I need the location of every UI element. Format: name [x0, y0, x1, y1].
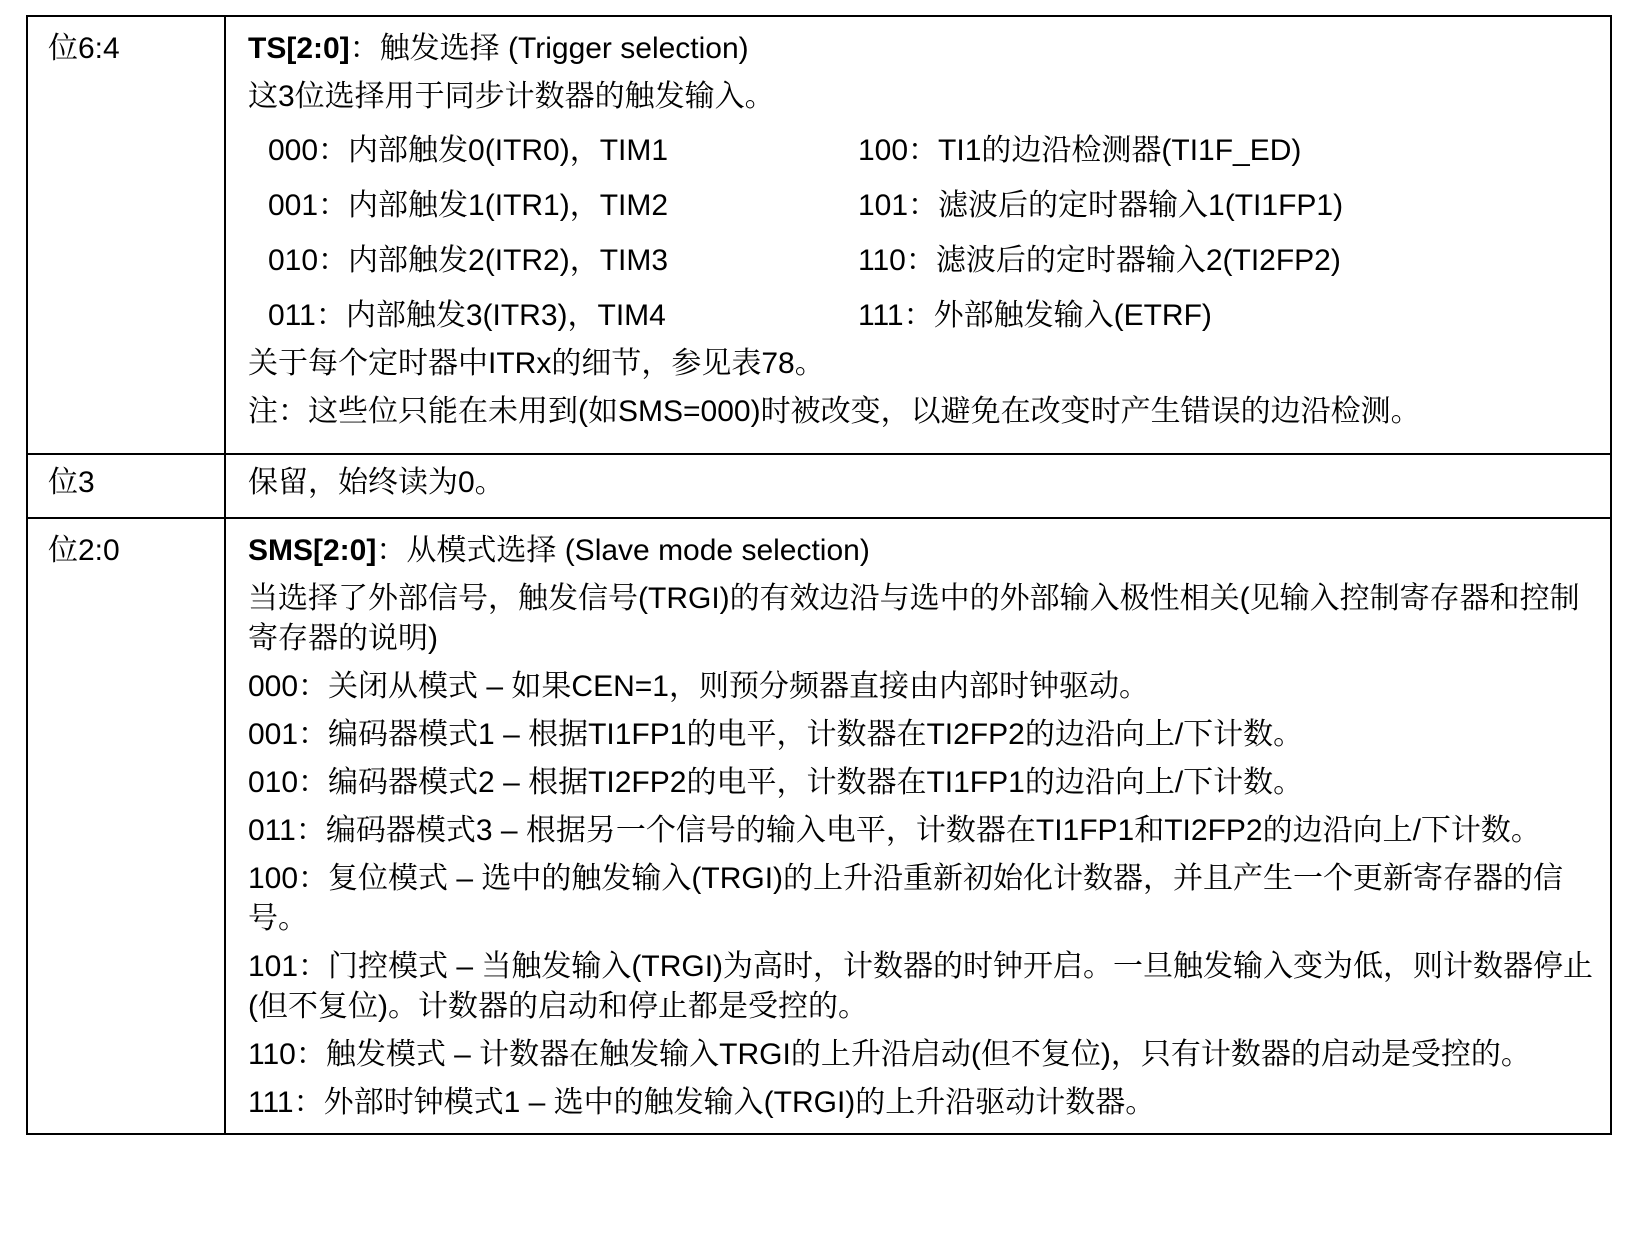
list-item: 010：编码器模式2 – 根据TI2FP2的电平，计数器在TI1FP1的边沿向上/下计数。 — [248, 766, 1304, 799]
field-title-text: 从模式选择 (Slave mode selection) — [406, 534, 870, 567]
table-row — [27, 454, 1611, 518]
list-item: 101：滤波后的定时器输入1(TI1FP1) — [858, 189, 1344, 222]
list-item: 001：编码器模式1 – 根据TI1FP1的电平，计数器在TI2FP2的边沿向上/下计数。 — [248, 718, 1304, 751]
list-item: 000：关闭从模式 – 如果CEN=1，则预分频器直接由内部时钟驱动。 — [248, 670, 1149, 703]
list-item: 011：编码器模式3 – 根据另一个信号的输入电平，计数器在TI1FP1和TI2FP2的边沿向上/下计数。 — [248, 814, 1541, 847]
list-item: 111：外部触发输入(ETRF) — [858, 299, 1212, 332]
description-cell: 保留，始终读为0。 — [225, 454, 1611, 518]
bit-range-cell: 位6:4 — [27, 16, 225, 454]
field-name: TS[2:0] — [248, 32, 350, 65]
field-intro: 这3位选择用于同步计数器的触发输入。 — [248, 80, 775, 113]
field-title — [248, 29, 1594, 69]
list-item: 001：内部触发1(ITR1)，TIM2 — [268, 189, 669, 222]
description-cell — [225, 16, 1611, 454]
bit-range-cell: 位3 — [27, 454, 225, 518]
table-row — [27, 518, 1611, 1134]
list-item: 100：复位模式 – 选中的触发输入(TRGI)的上升沿重新初始化计数器，并且产生一个更新寄存器的信号。 — [248, 862, 1564, 935]
list-item: 100：TI1的边沿检测器(TI1F_ED) — [858, 134, 1302, 167]
register-bit-table — [26, 15, 1612, 1135]
field-intro: 当选择了外部信号，触发信号(TRGI)的有效边沿与选中的外部输入极性相关(见输入控制寄存器和控制寄存器的说明) — [248, 582, 1580, 655]
trigger-options-grid — [248, 131, 1594, 336]
itrx-note: 关于每个定时器中ITRx的细节，参见表78。 — [248, 347, 825, 380]
list-item: 000：内部触发0(ITR0)，TIM1 — [268, 134, 669, 167]
list-item: 111：外部时钟模式1 – 选中的触发输入(TRGI)的上升沿驱动计数器。 — [248, 1086, 1156, 1119]
bit-range-cell: 位2:0 — [27, 518, 225, 1134]
description-cell — [225, 518, 1611, 1134]
list-item: 010：内部触发2(ITR2)，TIM3 — [268, 244, 669, 277]
table-row — [27, 16, 1611, 454]
title-separator: ： — [376, 534, 407, 567]
field-title-text: 触发选择 (Trigger selection) — [379, 32, 749, 65]
list-item: 110：触发模式 – 计数器在触发输入TRGI的上升沿启动(但不复位)，只有计数器的启动是受控的。 — [248, 1038, 1531, 1071]
list-item: 101：门控模式 – 当触发输入(TRGI)为高时，计数器的时钟开启。一旦触发输入变为低，则计数器停止(但不复位)。计数器的启动和停止都是受控的。 — [248, 950, 1594, 1023]
title-separator: ： — [349, 32, 380, 65]
field-name: SMS[2:0] — [248, 534, 377, 567]
list-item: 011：内部触发3(ITR3)，TIM4 — [268, 299, 666, 332]
list-item: 110：滤波后的定时器输入2(TI2FP2) — [858, 244, 1341, 277]
field-title — [248, 531, 1594, 571]
change-note: 注：这些位只能在未用到(如SMS=000)时被改变，以避免在改变时产生错误的边沿检测。 — [248, 395, 1421, 428]
